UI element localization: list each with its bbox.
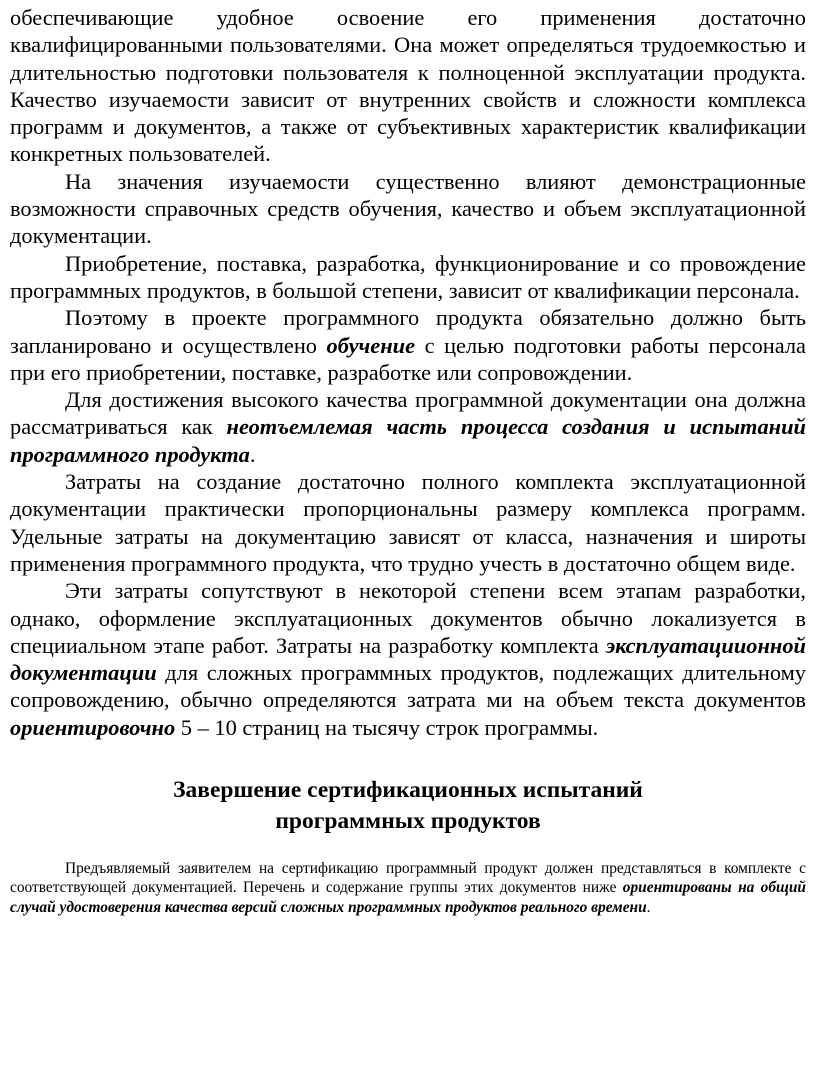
paragraph-5: [10, 386, 806, 468]
section-heading: [10, 775, 806, 837]
paragraph-7: [10, 577, 806, 741]
paragraph-4-text-start: Поэтому в проекте программного продукта обязательно должно быть запланировано и осуществлено: [10, 305, 806, 358]
paragraph-2-text: На значения изучаемости существенно влияют демонстрационные возможности справочных средств обучения, качество и объем эксплуатационной документации.: [10, 168, 806, 249]
paragraph-3: [10, 250, 806, 305]
paragraph-1-text: обеспечивающие удобное освоение его применения достаточно квалифицированными пользователями. Она может определяться трудоемкостью и длительностью подготовки пользователя к полноценной эксплуатации продукта. Качество изучаемости зависит от внутренних свойств и сложности комплекса программ и документов, а также от субъективных характеристик квалификации конкретных пользователей.: [10, 5, 806, 167]
paragraph-7-text-3: 5 – 10 страниц на тысячу строк программы.: [175, 714, 599, 740]
document-body: [10, 4, 806, 741]
paragraph-5-emphasis: неотъемлемая часть процесса создания и испытаний программного продукта: [10, 414, 806, 467]
paragraph-7-text-1: Эти затраты сопутствуют в некоторой степени всем этапам разработки, однако, оформление эксплуатационных документов обычно локализуется в специиальном этапе работ. Затраты на разработку комплекта: [10, 578, 806, 658]
paragraph-5-text-start: Для достижения высокого качества программной документации она должна рассматриваться как: [10, 387, 806, 440]
paragraph-4-emphasis: обучение: [326, 332, 416, 358]
section-paragraph-1: [10, 859, 806, 917]
document-page: [10, 4, 806, 917]
paragraph-4-text-end: с целью подготовки работы персонала при его приобретении, поставке, разработке или сопровождении.: [10, 332, 806, 385]
paragraph-6-text: Затраты на создание достаточно полного комплекта эксплуатационной документации практически пропорциональны размеру комплекса программ. Удельные затраты на документацию зависят от класса, назначения и широты применения программного продукта, что трудно учесть в достаточно общем виде.: [10, 469, 806, 576]
section-paragraph-1-text-end: .: [646, 898, 651, 916]
paragraph-2: [10, 168, 806, 250]
section-heading-line-1: Завершение сертификационных испытаний: [173, 777, 643, 804]
paragraph-5-text-end: .: [249, 441, 256, 467]
paragraph-4: [10, 304, 806, 386]
section-paragraph-1-text-start: Предъявляемый заявителем на сертификацию программный продукт должен представляться в комплекте с соответствующей документацией. Перечень и содержание группы этих документов ниже: [10, 860, 806, 897]
paragraph-7-emphasis-1: эксплуатациионной документации: [10, 632, 806, 686]
section-heading-line-2: программных продуктов: [275, 808, 541, 835]
paragraph-3-text: Приобретение, поставка, разработка, функционирование и со провождение программных продуктов, в большой степени, зависит от квалификации персонала.: [10, 250, 806, 303]
paragraph-7-emphasis-2: ориентировочно: [10, 714, 176, 740]
section-paragraph-1-emphasis: ориентированы на общий случай удостоверения качества версий сложных программных продуктов реального времени: [10, 879, 806, 916]
paragraph-1: [10, 4, 806, 168]
section-body: [10, 859, 806, 917]
paragraph-7-text-2: для сложных программных продуктов, подлежащих длительному сопровождению, обычно определяются затрата ми на объем текста документов: [10, 660, 806, 713]
paragraph-6: [10, 468, 806, 577]
